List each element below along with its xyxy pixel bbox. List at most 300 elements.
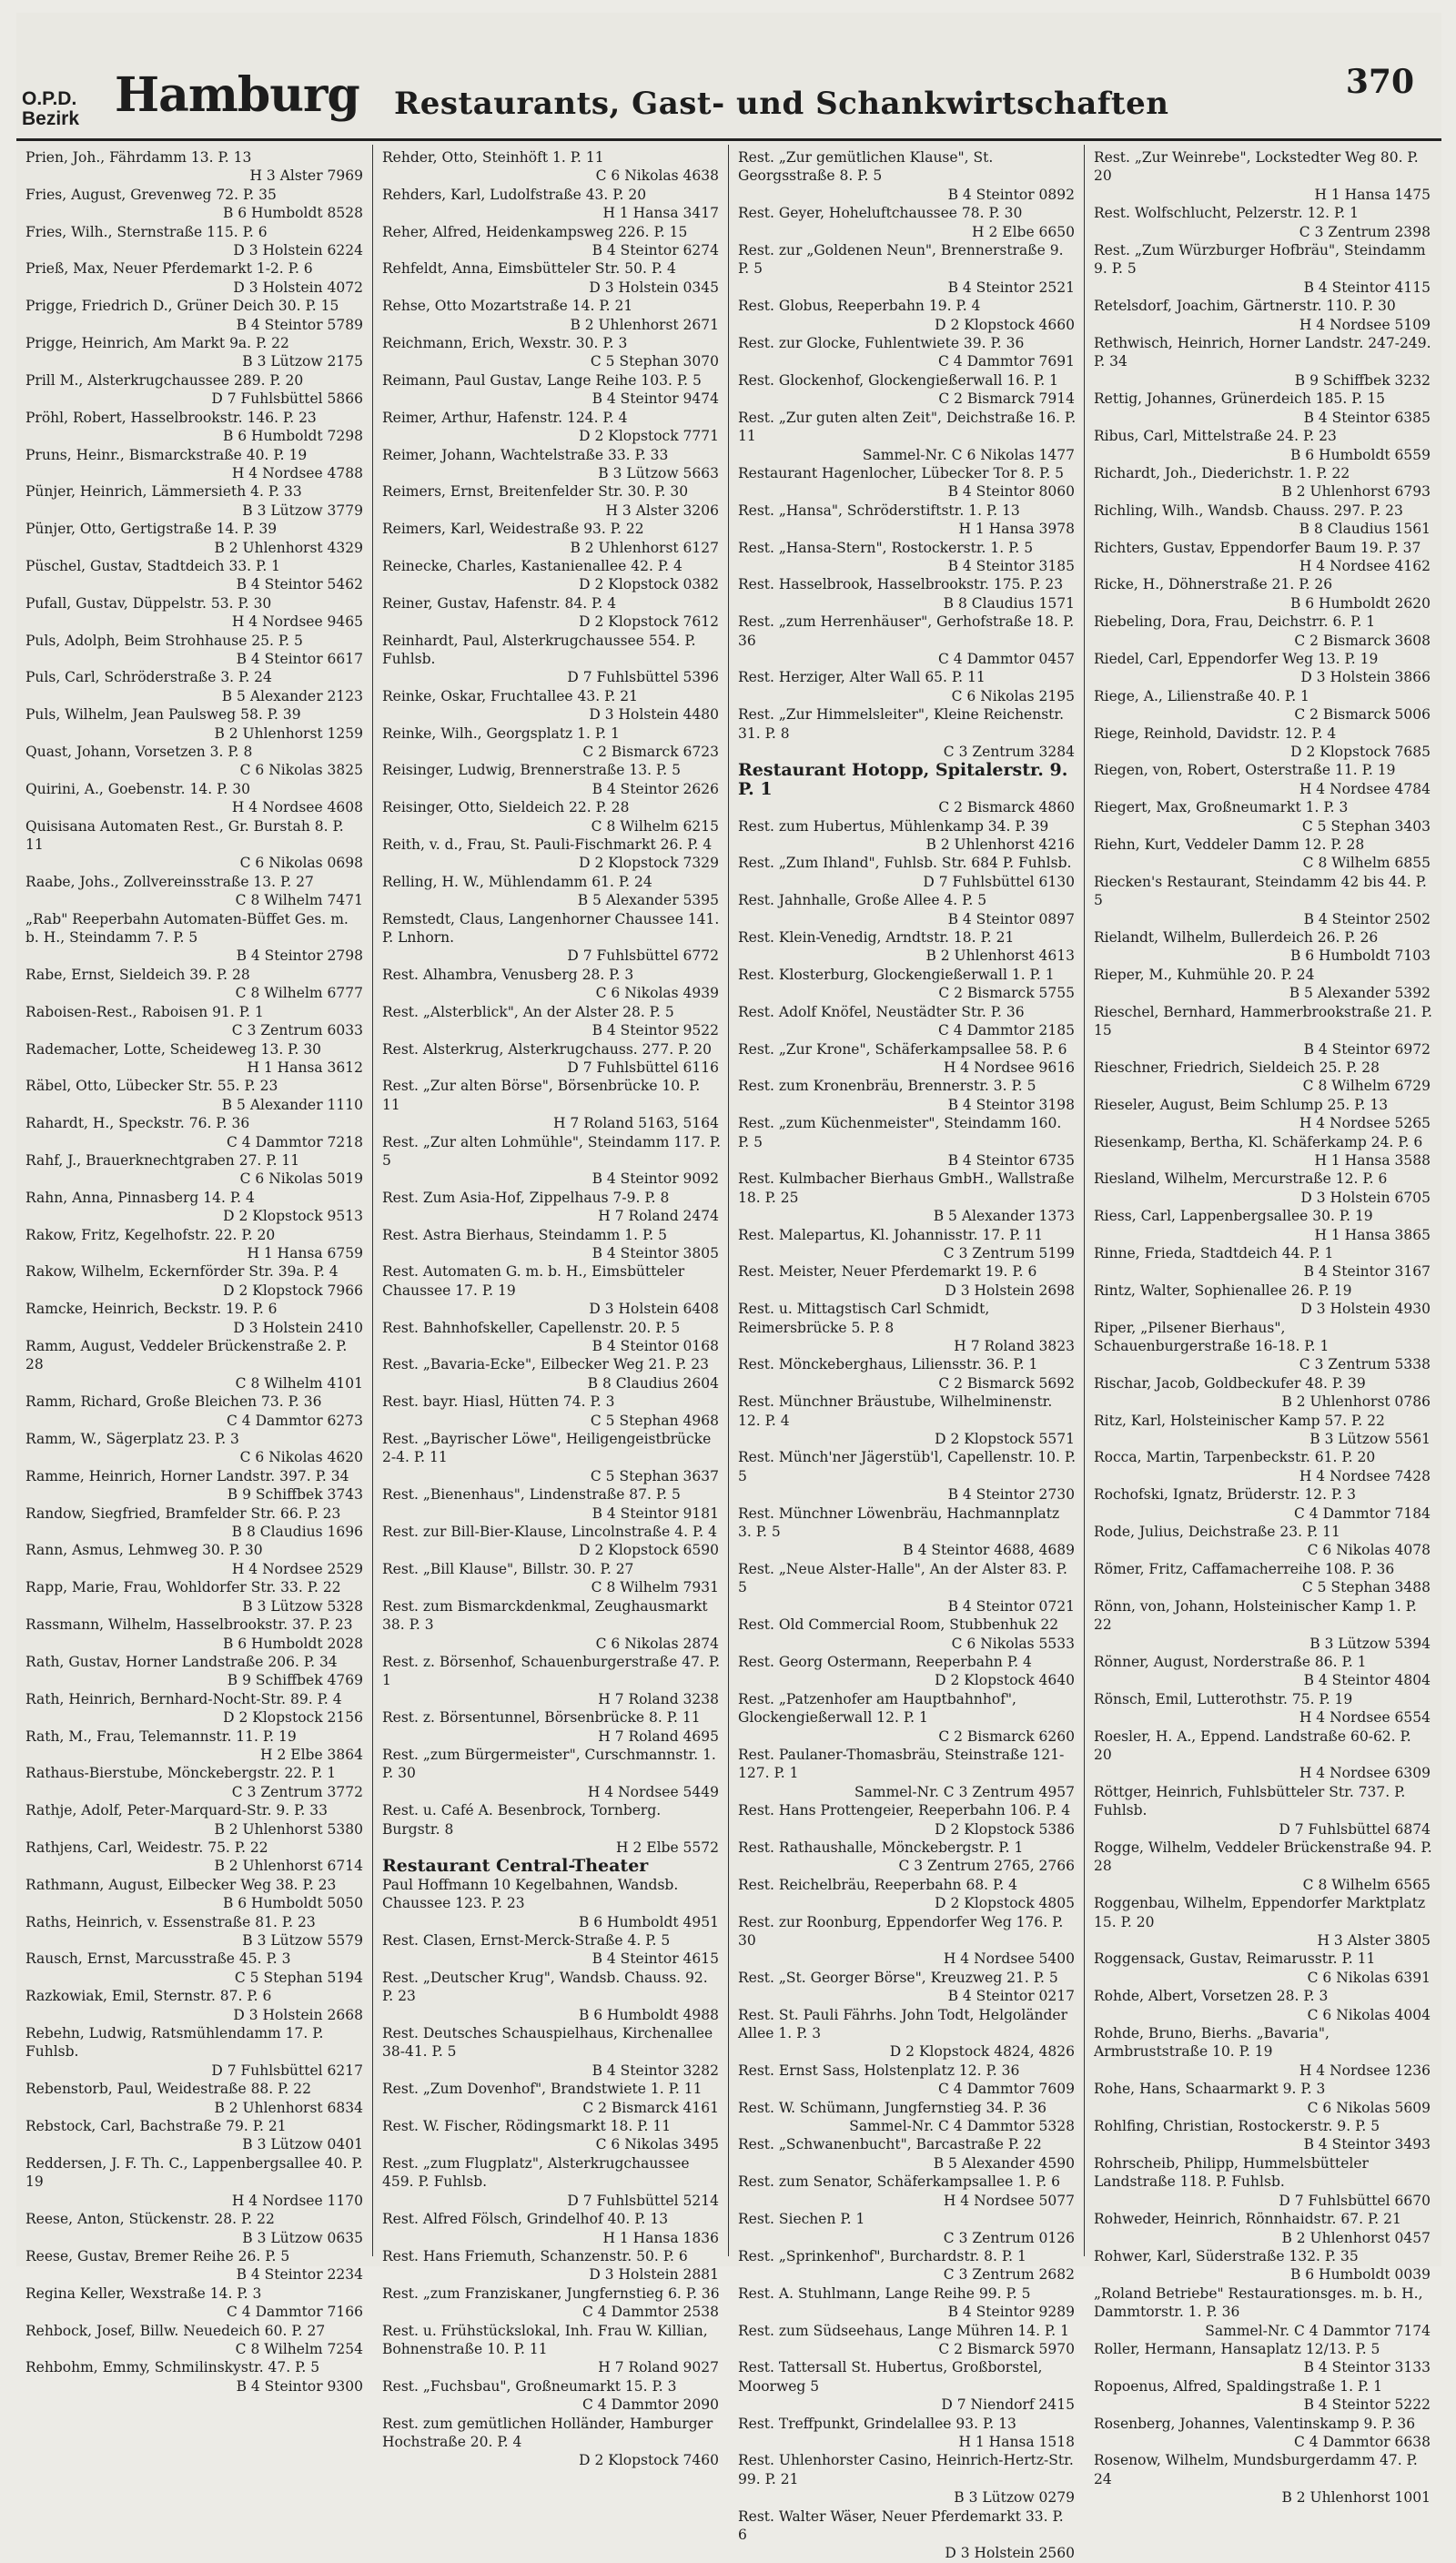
directory-entry xyxy=(1094,1207,1432,1244)
entry-phone: D 3 Holstein 4480 xyxy=(589,706,719,724)
entry-phone: D 2 Klopstock 9513 xyxy=(223,1208,363,1225)
entry-name-address: „Rab" Reeperbahn Automaten-Büffet Ges. m. b. H., Steindamm 7. P. 5 xyxy=(25,910,349,947)
entry-phone: C 8 Wilhelm 7931 xyxy=(591,1579,719,1596)
directory-entry xyxy=(1094,1597,1432,1653)
entry-name-address: Rest. „Bill Klause", Billstr. 30. P. 27 xyxy=(382,1560,634,1577)
entry-phone: C 3 Zentrum 5338 xyxy=(1299,1356,1431,1373)
entry-name-address: Ritz, Karl, Holsteinischer Kamp 57. P. 22 xyxy=(1094,1412,1385,1429)
entry-name-address: Rest. „Hansa-Stern", Rostockerstr. 1. P. 5 xyxy=(738,539,1034,556)
entry-name-address: Reinecke, Charles, Kastanienallee 42. P. 4 xyxy=(382,557,682,574)
entry-name-address: Rest. Georg Ostermann, Reeperbahn P. 4 xyxy=(738,1653,1032,1670)
entry-name-address: Prill M., Alsterkrugchaussee 289. P. 20 xyxy=(25,371,304,389)
entry-phone: D 7 Fuhlsbüttel 6772 xyxy=(567,947,719,965)
column-1 xyxy=(16,145,372,2395)
entry-name-address: Rath, Heinrich, Bernhard-Nocht-Str. 89. P. 4 xyxy=(25,1690,342,1707)
entry-phone: C 4 Dammtor 7691 xyxy=(938,353,1075,370)
entry-name-address: Reisinger, Ludwig, Brennerstraße 13. P. 5 xyxy=(382,762,681,779)
directory-entry xyxy=(25,520,365,557)
entry-name-address: Rest. „Hansa", Schröderstiftstr. 1. P. 13 xyxy=(738,501,1020,519)
entry-name-address: Rest. W. Schümann, Jungfernstieg 34. P. 36 xyxy=(738,2099,1046,2116)
entry-name-address: Reher, Alfred, Heidenkampsweg 226. P. 15 xyxy=(382,223,688,240)
entry-phone: B 4 Steintor 3133 xyxy=(1303,2359,1431,2376)
directory-entry xyxy=(738,1226,1077,1263)
directory-entry xyxy=(1094,1374,1432,1412)
entry-name-address: Ramm, Richard, Große Bleichen 73. P. 36 xyxy=(25,1393,322,1411)
entry-phone: D 3 Holstein 2881 xyxy=(589,2266,719,2284)
entry-phone: B 4 Steintor 8060 xyxy=(947,483,1075,501)
entry-name-address: Rest. „zum Flugplatz", Alsterkrugchaussee 459. P. Fuhlsb. xyxy=(382,2154,690,2191)
entry-name-address: Rönner, August, Norderstraße 86. P. 1 xyxy=(1094,1653,1367,1670)
directory-entry xyxy=(382,1430,721,1485)
entry-name-address: Reith, v. d., Frau, St. Pauli-Fischmarkt 26. P. 4 xyxy=(382,836,713,854)
entry-phone: H 3 Alster 7969 xyxy=(249,167,363,185)
directory-entry xyxy=(1094,1244,1432,1282)
entry-name-address: Prigge, Friedrich D., Grüner Deich 30. P. 15 xyxy=(25,298,339,315)
entry-name-address: Rest. Kulmbacher Bierhaus GmbH., Wallstraße 18. P. 25 xyxy=(738,1170,1075,1206)
directory-entry xyxy=(382,2322,721,2377)
entry-phone: B 5 Alexander 5392 xyxy=(1289,985,1431,1002)
directory-entry xyxy=(25,817,365,873)
entry-phone: B 4 Steintor 2798 xyxy=(236,947,363,965)
page-title: Restaurants, Gast- und Schankwirtschaften xyxy=(394,86,1169,122)
directory-entry xyxy=(382,1969,721,2024)
entry-phone: D 3 Holstein 2410 xyxy=(233,1319,363,1336)
directory-entry xyxy=(382,186,721,223)
entry-phone: B 4 Steintor 3805 xyxy=(592,1244,719,1261)
entry-phone: B 4 Steintor 2234 xyxy=(236,2266,363,2284)
directory-entry xyxy=(25,1262,365,1300)
entry-phone: B 4 Steintor 9092 xyxy=(592,1170,719,1188)
entry-name-address: Reimers, Ernst, Breitenfelder Str. 30. P. 30 xyxy=(382,483,689,501)
entry-name-address: Rest. „zum Franziskaner, Jungfernstieg 6. P. 36 xyxy=(382,2284,720,2302)
directory-entry xyxy=(382,223,721,260)
directory-entry xyxy=(25,2024,365,2080)
entry-phone: H 3 Alster 3206 xyxy=(605,501,719,519)
entry-phone: D 2 Klopstock 7612 xyxy=(579,613,719,631)
entry-name-address: Rest. Globus, Reeperbahn 19. P. 4 xyxy=(738,298,981,315)
directory-entry xyxy=(738,761,1077,816)
directory-entry xyxy=(1094,390,1432,427)
entry-phone: D 2 Klopstock 7460 xyxy=(579,2452,719,2469)
entry-name-address: Ramm, August, Veddeler Brückenstraße 2. P. 28 xyxy=(25,1338,348,1373)
directory-entry xyxy=(25,705,365,743)
directory-entry xyxy=(382,259,721,297)
entry-name-address: Prieß, Max, Neuer Pferdemarkt 1-2. P. 6 xyxy=(25,260,313,278)
entry-name-address: Röttger, Heinrich, Fuhlsbütteler Str. 737. P. Fuhlsb. xyxy=(1094,1783,1406,1819)
directory-entry xyxy=(382,594,721,632)
entry-name-address: Rest. Deutsches Schauspielhaus, Kirchenallee 38-41. P. 5 xyxy=(382,2025,713,2061)
entry-name-address: Rest. Alhambra, Venusberg 28. P. 3 xyxy=(382,966,634,983)
entry-name-address: Paul Hoffmann 10 Kegelbahnen, Wandsb. Chaussee 123. P. 23 xyxy=(382,1876,679,1912)
entry-phone: H 4 Nordsee 4788 xyxy=(231,464,363,481)
entry-phone: H 1 Hansa 3978 xyxy=(958,521,1075,538)
entry-name-address: Rohwer, Karl, Süderstraße 132. P. 35 xyxy=(1094,2247,1359,2264)
directory-page xyxy=(16,13,1441,2562)
directory-entry xyxy=(382,873,721,910)
directory-entry xyxy=(738,1355,1077,1393)
directory-entry xyxy=(382,1857,721,1875)
entry-phone: C 8 Wilhelm 4101 xyxy=(235,1374,363,1392)
entry-phone: B 4 Steintor 9522 xyxy=(592,1022,719,1039)
entry-phone: C 2 Bismarck 4161 xyxy=(582,2099,719,2116)
entry-phone: B 4 Steintor 0897 xyxy=(947,910,1075,927)
entry-name-address: Rest. Herziger, Alter Wall 65. P. 11 xyxy=(738,669,986,686)
entry-name-address: Rest. Hans Prottengeier, Reeperbahn 106. P. 4 xyxy=(738,1802,1071,1819)
entry-phone: D 3 Holstein 0345 xyxy=(589,279,719,296)
directory-entry xyxy=(1094,1653,1432,1690)
entry-name-address: Rest. Tattersall St. Hubertus, Großborstel, Moorweg 5 xyxy=(738,2359,1043,2395)
entry-name-address: Reese, Anton, Stückenstr. 28. P. 22 xyxy=(25,2211,275,2228)
entry-name-address: Riper, „Pilsener Bierhaus", Schauenburgerstraße 16-18. P. 1 xyxy=(1094,1319,1330,1354)
entry-name-address: Rest. zur Roonburg, Eppendorfer Weg 176. P. 30 xyxy=(738,1913,1064,1949)
entry-phone: D 7 Fuhlsbüttel 6874 xyxy=(1279,1820,1431,1838)
entry-name-address: Rest. „Zum Ihland", Fuhlsb. Str. 684 P. Fuhlsb. xyxy=(738,855,1072,872)
directory-entry xyxy=(382,687,721,724)
entry-phone: B 6 Humboldt 5050 xyxy=(222,1895,363,1912)
entry-phone: C 2 Bismarck 5970 xyxy=(938,2340,1075,2357)
directory-entry xyxy=(738,2507,1077,2563)
entry-phone: B 3 Lützow 5328 xyxy=(242,1597,363,1615)
entry-name-address: Richardt, Joh., Diederichstr. 1. P. 22 xyxy=(1094,464,1350,481)
entry-name-address: Reddersen, J. F. Th. C., Lappenbergsallee 40. P. 19 xyxy=(25,2154,363,2191)
entry-phone: B 6 Humboldt 4988 xyxy=(578,2006,719,2023)
directory-entry xyxy=(382,2080,721,2117)
directory-entry xyxy=(1094,761,1432,798)
entry-name-address: Rest. „Zur guten alten Zeit", Deichstraße 16. P. 11 xyxy=(738,409,1077,445)
entry-phone: C 6 Nikolas 6391 xyxy=(1307,1969,1431,1986)
directory-entry xyxy=(382,520,721,557)
entry-name-address: Rath, Gustav, Horner Landstraße 206. P. 34 xyxy=(25,1653,338,1670)
directory-entry xyxy=(1094,798,1432,836)
entry-phone: B 2 Uhlenhorst 5380 xyxy=(214,1820,363,1838)
entry-name-address: Rogge, Wilhelm, Veddeler Brückenstraße 94. P. 28 xyxy=(1094,1839,1432,1875)
entry-name-address: Ropoenus, Alfred, Spaldingstraße 1. P. 1 xyxy=(1094,2377,1382,2395)
entry-name-address: Restaurant Central-Theater xyxy=(382,1856,649,1877)
entry-name-address: Rathmann, August, Eilbecker Weg 38. P. 23 xyxy=(25,1876,337,1893)
entry-name-address: Rochofski, Ignatz, Brüderstr. 12. P. 3 xyxy=(1094,1486,1357,1504)
directory-entry xyxy=(1094,539,1432,576)
entry-name-address: Rohrscheib, Philipp, Hummelsbütteler Landstraße 118. P. Fuhlsb. xyxy=(1094,2154,1369,2191)
directory-entry xyxy=(382,1560,721,1597)
directory-entry xyxy=(738,1262,1077,1300)
entry-name-address: Rest. Bahnhofskeller, Capellenstr. 20. P. 5 xyxy=(382,1319,681,1336)
entry-name-address: Rakow, Wilhelm, Eckernförder Str. 39a. P. 4 xyxy=(25,1263,339,1281)
directory-entry xyxy=(1094,1096,1432,1133)
directory-entry xyxy=(25,1337,365,1393)
directory-entry xyxy=(1094,297,1432,334)
directory-entry xyxy=(25,1003,365,1040)
directory-entry xyxy=(1094,1894,1432,1950)
entry-name-address: Pünjer, Heinrich, Lämmersieth 4. P. 33 xyxy=(25,483,302,501)
entry-phone: D 3 Holstein 4930 xyxy=(1300,1301,1431,1318)
entry-phone: H 1 Hansa 3612 xyxy=(247,1059,363,1076)
entry-phone: B 3 Lützow 0635 xyxy=(242,2229,363,2246)
entry-phone: C 6 Nikolas 4620 xyxy=(239,1449,363,1466)
entry-name-address: Rest. Rathaushalle, Mönckebergstr. P. 1 xyxy=(738,1839,1024,1856)
entry-name-address: Reimer, Arthur, Hafenstr. 124. P. 4 xyxy=(382,409,628,426)
entry-phone: H 4 Nordsee 5109 xyxy=(1299,316,1431,333)
directory-entry xyxy=(25,1393,365,1430)
entry-phone: C 2 Bismarck 5692 xyxy=(938,1374,1075,1392)
entry-phone: C 6 Nikolas 5533 xyxy=(951,1635,1075,1652)
entry-phone: B 4 Steintor 4115 xyxy=(1303,279,1431,296)
entry-name-address: Riess, Carl, Lappenbergsallee 30. P. 19 xyxy=(1094,1208,1373,1225)
entry-name-address: Riesland, Wilhelm, Mercurstraße 12. P. 6 xyxy=(1094,1170,1388,1188)
directory-entry xyxy=(382,446,721,483)
directory-entry xyxy=(738,2210,1077,2247)
directory-entry xyxy=(382,632,721,687)
directory-entry xyxy=(738,148,1077,204)
entry-name-address: Rest. „Zur Himmelsleiter", Kleine Reichenstr. 31. P. 8 xyxy=(738,706,1065,742)
directory-entry xyxy=(382,1523,721,1560)
directory-entry xyxy=(1094,2154,1432,2210)
entry-name-address: Rath, M., Frau, Telemannstr. 11. P. 19 xyxy=(25,1727,297,1745)
directory-entry xyxy=(25,446,365,483)
entry-name-address: Rehbock, Josef, Billw. Neuedeich 60. P. 27 xyxy=(25,2322,326,2339)
entry-name-address: Rest. Reichelbräu, Reeperbahn 68. P. 4 xyxy=(738,1876,1018,1893)
directory-entry xyxy=(738,2099,1077,2136)
directory-entry xyxy=(738,2173,1077,2210)
entry-name-address: Puls, Adolph, Beim Strohhause 25. P. 5 xyxy=(25,632,303,649)
entry-name-address: Riedel, Carl, Eppendorfer Weg 13. P. 19 xyxy=(1094,650,1379,667)
entry-phone: B 4 Steintor 6972 xyxy=(1303,1040,1431,1058)
entry-phone: B 4 Steintor 9300 xyxy=(236,2377,363,2395)
directory-entry xyxy=(382,724,721,762)
entry-name-address: Roesler, H. A., Eppend. Landstraße 60-62. P. 20 xyxy=(1094,1727,1411,1763)
directory-entry xyxy=(382,148,721,186)
directory-entry xyxy=(738,1616,1077,1653)
entry-name-address: Rest. zur Bill-Bier-Klause, Lincolnstraße 4. P. 4 xyxy=(382,1524,717,1541)
directory-entry xyxy=(1094,1485,1432,1523)
directory-entry xyxy=(25,2154,365,2210)
entry-phone: D 7 Fuhlsbüttel 6217 xyxy=(211,2062,363,2079)
entry-phone: C 6 Nikolas 5019 xyxy=(239,1170,363,1188)
entry-phone: C 6 Nikolas 4004 xyxy=(1307,2006,1431,2023)
entry-phone: C 3 Zentrum 0126 xyxy=(943,2229,1075,2246)
directory-entry xyxy=(382,1485,721,1523)
entry-name-address: Rest. z. Börsenhof, Schauenburgerstraße 47. P. 1 xyxy=(382,1653,721,1689)
directory-entry xyxy=(382,297,721,334)
entry-name-address: Rabe, Ernst, Sieldeich 39. P. 28 xyxy=(25,966,250,983)
directory-entry xyxy=(25,223,365,260)
directory-entry xyxy=(1094,613,1432,650)
directory-entry xyxy=(1094,836,1432,873)
entry-name-address: Rest. Glockenhof, Glockengießerwall 16. P. 1 xyxy=(738,371,1058,389)
directory-entry xyxy=(1094,724,1432,762)
entry-name-address: Rebstock, Carl, Bachstraße 79. P. 21 xyxy=(25,2118,287,2135)
directory-entry xyxy=(1094,2117,1432,2154)
entry-name-address: Riehn, Kurt, Veddeler Damm 12. P. 28 xyxy=(1094,836,1365,854)
entry-phone: C 3 Zentrum 3772 xyxy=(231,1783,363,1800)
entry-name-address: Rest. Walter Wäser, Neuer Pferdemarkt 33. P. 6 xyxy=(738,2507,1064,2543)
entry-name-address: Ramme, Heinrich, Horner Landstr. 397. P. 34 xyxy=(25,1467,349,1484)
entry-phone: H 4 Nordsee 1170 xyxy=(231,2192,363,2209)
directory-entry xyxy=(1094,1523,1432,1560)
entry-name-address: Rest. „Bavaria-Ecke", Eilbecker Weg 21. P. 23 xyxy=(382,1356,709,1373)
entry-phone: C 5 Stephan 3070 xyxy=(590,353,719,370)
entry-phone: B 9 Schiffbek 4769 xyxy=(227,1672,363,1689)
entry-phone: B 4 Steintor 9289 xyxy=(947,2304,1075,2321)
directory-entry xyxy=(738,1003,1077,1040)
directory-entry xyxy=(738,1746,1077,1801)
entry-phone: B 4 Steintor 6617 xyxy=(236,650,363,667)
entry-name-address: Rehse, Otto Mozartstraße 14. P. 21 xyxy=(382,298,633,315)
entry-name-address: Rest. Old Commercial Room, Stubbenhuk 22 xyxy=(738,1616,1059,1634)
entry-name-address: Rest. A. Stuhlmann, Lange Reihe 99. P. 5 xyxy=(738,2284,1031,2302)
directory-entry xyxy=(738,241,1077,297)
directory-entry xyxy=(382,1597,721,1653)
directory-entry xyxy=(382,482,721,520)
entry-phone: H 1 Hansa 1475 xyxy=(1314,186,1431,203)
directory-entry xyxy=(1094,687,1432,724)
directory-entry xyxy=(738,2062,1077,2099)
entry-name-address: Randow, Siegfried, Bramfelder Str. 66. P. 23 xyxy=(25,1504,341,1522)
entry-phone: C 8 Wilhelm 6729 xyxy=(1302,1078,1431,1095)
directory-entry xyxy=(382,1931,721,1969)
entry-phone: C 6 Nikolas 3495 xyxy=(595,2136,719,2153)
directory-entry xyxy=(1094,241,1432,297)
entry-name-address: Rest. Zum Asia-Hof, Zippelhaus 7-9. P. 8 xyxy=(382,1189,670,1206)
entry-phone: D 3 Holstein 6705 xyxy=(1300,1189,1431,1206)
entry-name-address: Rest. zum Bismarckdenkmal, Zeughausmarkt 38. P. 3 xyxy=(382,1597,708,1634)
entry-phone: B 4 Steintor 3185 xyxy=(947,557,1075,574)
entry-name-address: Reisinger, Otto, Sieldeich 22. P. 28 xyxy=(382,799,630,816)
directory-entry xyxy=(1094,1560,1432,1597)
directory-entry xyxy=(382,409,721,446)
entry-name-address: Rest. „Bienenhaus", Lindenstraße 87. P. 5 xyxy=(382,1486,681,1504)
entry-phone: D 2 Klopstock 7329 xyxy=(579,855,719,872)
page-header xyxy=(16,13,1441,136)
entry-phone: C 2 Bismarck 5006 xyxy=(1294,706,1431,724)
entry-name-address: Remstedt, Claus, Langenhorner Chaussee 141. P. Lnhorn. xyxy=(382,910,720,947)
directory-entry xyxy=(382,2210,721,2247)
entry-phone: B 3 Lützow 2175 xyxy=(242,353,363,370)
directory-entry xyxy=(25,966,365,1003)
entry-phone: B 2 Uhlenhorst 1259 xyxy=(214,724,363,742)
entry-name-address: Fries, Wilh., Sternstraße 115. P. 6 xyxy=(25,223,268,240)
entry-phone: H 1 Hansa 3588 xyxy=(1314,1151,1431,1169)
entry-phone: D 7 Fuhlsbüttel 6670 xyxy=(1279,2192,1431,2209)
entry-phone: B 2 Uhlenhorst 4216 xyxy=(925,836,1075,854)
entry-phone: C 3 Zentrum 5199 xyxy=(943,1244,1075,1261)
directory-entry xyxy=(738,613,1077,668)
entry-name-address: Razkowiak, Emil, Sternstr. 87. P. 6 xyxy=(25,1988,272,2005)
entry-name-address: Rieper, M., Kuhmühle 20. P. 24 xyxy=(1094,966,1315,983)
directory-entry xyxy=(738,705,1077,761)
entry-phone: D 7 Fuhlsbüttel 5396 xyxy=(567,669,719,686)
directory-entry xyxy=(382,2247,721,2284)
entry-name-address: Räbel, Otto, Lübecker Str. 55. P. 23 xyxy=(25,1078,278,1095)
entry-phone: H 1 Hansa 3417 xyxy=(602,205,719,222)
entry-phone: H 4 Nordsee 5265 xyxy=(1299,1115,1431,1132)
entry-name-address: Reinke, Wilh., Georgsplatz 1. P. 1 xyxy=(382,724,620,742)
directory-entry xyxy=(1094,575,1432,613)
directory-entry xyxy=(738,297,1077,334)
entry-name-address: Restaurant Hotopp, Spitalerstr. 9. P. 1 xyxy=(738,760,1068,799)
entry-phone: C 6 Nikolas 2195 xyxy=(951,687,1075,704)
entry-name-address: Rehbohm, Emmy, Schmilinskystr. 47. P. 5 xyxy=(25,2359,320,2376)
entry-name-address: Rest. „Zur alten Lohmühle", Steindamm 117. P. 5 xyxy=(382,1133,721,1169)
entry-phone: H 1 Hansa 1518 xyxy=(958,2433,1075,2450)
entry-name-address: Raboisen-Rest., Raboisen 91. P. 1 xyxy=(25,1003,264,1020)
directory-entry xyxy=(738,334,1077,371)
entry-name-address: Rethwisch, Heinrich, Horner Landstr. 247-249. P. 34 xyxy=(1094,335,1431,370)
entry-name-address: Rest. u. Mittagstisch Carl Schmidt, Reimersbrücke 5. P. 8 xyxy=(738,1301,990,1336)
entry-phone: B 6 Humboldt 7103 xyxy=(1289,947,1431,965)
entry-name-address: Riesenkamp, Bertha, Kl. Schäferkamp 24. P. 6 xyxy=(1094,1133,1423,1150)
entry-phone: C 4 Dammtor 2185 xyxy=(938,1022,1075,1039)
entry-phone: C 4 Dammtor 2090 xyxy=(582,2396,719,2414)
entry-name-address: Rathaus-Bierstube, Mönckebergstr. 22. P. 1 xyxy=(25,1765,337,1782)
entry-phone: H 2 Elbe 5572 xyxy=(616,1839,719,1856)
entry-name-address: Rest. zur Glocke, Fuhlentwiete 39. P. 36 xyxy=(738,335,1025,352)
entry-phone: B 4 Steintor 5222 xyxy=(1303,2396,1431,2414)
entry-phone: D 2 Klopstock 7966 xyxy=(223,1282,363,1299)
entry-phone: C 4 Dammtor 0457 xyxy=(938,650,1075,667)
entry-phone: B 2 Uhlenhorst 0786 xyxy=(1281,1393,1431,1411)
entry-name-address: Rest. zum Kronenbräu, Brennerstr. 3. P. 5 xyxy=(738,1078,1036,1095)
entry-name-address: Rintz, Walter, Sophienallee 26. P. 19 xyxy=(1094,1282,1352,1299)
directory-entry xyxy=(25,409,365,446)
entry-name-address: Rielandt, Wilhelm, Bullerdeich 26. P. 26 xyxy=(1094,929,1379,947)
entry-phone: H 1 Hansa 3865 xyxy=(1314,1226,1431,1243)
directory-entry xyxy=(382,1393,721,1430)
entry-phone: B 3 Lützow 0279 xyxy=(954,2489,1075,2507)
directory-entry xyxy=(382,761,721,798)
directory-entry xyxy=(25,1467,365,1504)
entry-name-address: Rest. Klein-Venedig, Arndtstr. 18. P. 21 xyxy=(738,929,1015,947)
entry-phone: B 3 Lützow 5561 xyxy=(1309,1431,1431,1448)
entry-name-address: Riecken's Restaurant, Steindamm 42 bis 44. P. 5 xyxy=(1094,873,1427,909)
entry-phone: D 2 Klopstock 4640 xyxy=(935,1672,1075,1689)
directory-entry xyxy=(382,334,721,371)
directory-entry xyxy=(1094,1059,1432,1096)
entry-name-address: Ramm, W., Sägerplatz 23. P. 3 xyxy=(25,1431,239,1448)
directory-entry xyxy=(382,798,721,836)
entry-name-address: „Roland Betriebe" Restaurationsges. m. b. H., Dammtorstr. 1. P. 36 xyxy=(1094,2284,1423,2321)
entry-name-address: Rapp, Marie, Frau, Wohldorfer Str. 33. P. 22 xyxy=(25,1579,341,1596)
entry-name-address: Rest. „Zum Dovenhof", Brandstwiete 1. P. 11 xyxy=(382,2081,703,2098)
directory-entry xyxy=(738,966,1077,1003)
entry-phone: B 4 Steintor 4688, 4689 xyxy=(903,1542,1075,1559)
directory-entry xyxy=(25,148,365,186)
entry-name-address: Rest. „Bayrischer Löwe", Heiligengeistbrücke 2-4. P. 11 xyxy=(382,1431,712,1466)
entry-phone: B 3 Lützow 5394 xyxy=(1309,1635,1431,1652)
directory-entry xyxy=(382,1746,721,1801)
entry-name-address: Rode, Julius, Deichstraße 23. P. 11 xyxy=(1094,1524,1340,1541)
directory-entry xyxy=(1094,1133,1432,1170)
entry-phone: C 5 Stephan 5194 xyxy=(234,1969,363,1986)
entry-name-address: Rest. „Patzenhofer am Hauptbahnhof", Glockengießerwall 12. P. 1 xyxy=(738,1690,1016,1727)
directory-entry xyxy=(25,1801,365,1839)
entry-name-address: Rönsch, Emil, Lutterothstr. 75. P. 19 xyxy=(1094,1690,1353,1707)
entry-name-address: Riege, A., Lilienstraße 40. P. 1 xyxy=(1094,687,1309,704)
entry-name-address: Quast, Johann, Vorsetzen 3. P. 8 xyxy=(25,744,253,760)
directory-entry xyxy=(25,1578,365,1616)
entry-phone: D 7 Niendorf 2415 xyxy=(941,2396,1075,2414)
entry-phone: D 2 Klopstock 2156 xyxy=(223,1709,363,1727)
entry-name-address: Rohde, Bruno, Bierhs. „Bavaria", Armbruststraße 10. P. 19 xyxy=(1094,2025,1330,2061)
entry-phone: B 8 Claudius 1696 xyxy=(231,1524,363,1541)
directory-entry xyxy=(1094,1282,1432,1319)
entry-name-address: Rest. zur „Goldenen Neun", Brennerstraße 9. P. 5 xyxy=(738,242,1064,278)
entry-name-address: Rathje, Adolf, Peter-Marquard-Str. 9. P. 33 xyxy=(25,1802,328,1819)
entry-phone: D 2 Klopstock 4824, 4826 xyxy=(889,2043,1075,2061)
entry-phone: B 4 Steintor 5462 xyxy=(236,576,363,593)
entry-name-address: Riebeling, Dora, Frau, Deichstrr. 6. P. 1 xyxy=(1094,613,1376,631)
directory-entry xyxy=(738,1560,1077,1616)
entry-name-address: Fries, August, Grevenweg 72. P. 35 xyxy=(25,186,277,203)
